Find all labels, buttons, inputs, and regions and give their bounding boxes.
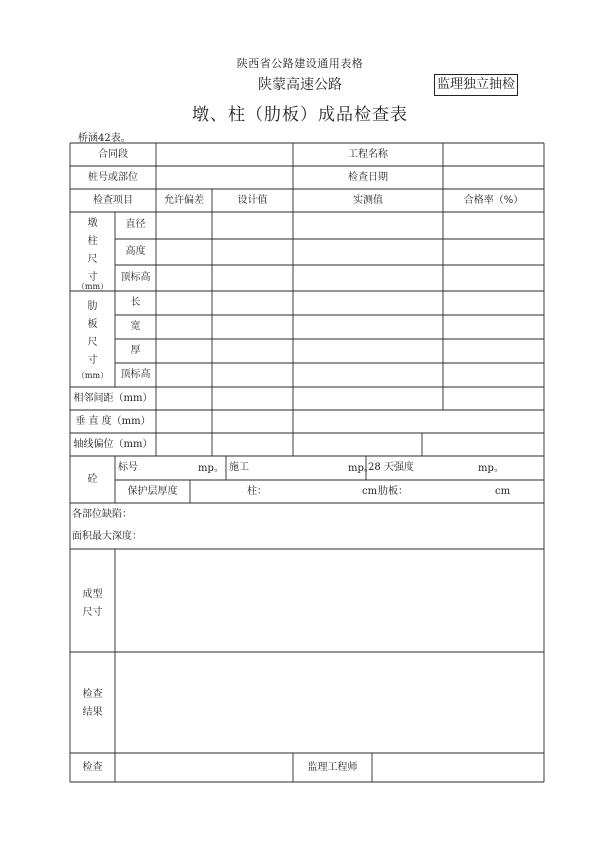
check-result-label: 检查 结果 bbox=[82, 689, 103, 718]
strength-28d-label: 28 天强度 bbox=[368, 462, 414, 473]
rib-top-elevation-label: 顶标高 bbox=[120, 369, 151, 380]
defects-label: 各部位缺陷： bbox=[72, 509, 132, 520]
shaped-size-field[interactable] bbox=[115, 549, 544, 652]
verticality-label: 垂 直 度（mm） bbox=[75, 416, 151, 427]
inspection-date-field[interactable] bbox=[443, 166, 544, 189]
max-area-depth-label: 面积最大深度： bbox=[72, 531, 142, 542]
pier-top-elevation-label: 顶标高 bbox=[120, 272, 151, 283]
contract-section-field[interactable] bbox=[156, 143, 293, 166]
col-design-header: 设计值 bbox=[237, 195, 268, 206]
axis-offset-label: 轴线偏位（mm） bbox=[73, 439, 153, 450]
construction-unit: mp。 bbox=[348, 463, 374, 474]
rib-size-group-label: 肋 板 尺 寸 bbox=[87, 301, 98, 366]
project-name-label: 工程名称 bbox=[348, 149, 388, 160]
supervisor-label: 监理工程师 bbox=[307, 762, 358, 773]
form-number: 桥涵42表。 bbox=[78, 133, 131, 144]
project-name-field[interactable] bbox=[443, 143, 544, 166]
rib-cover-label: 肋板： bbox=[378, 486, 408, 497]
rib-thickness-label: 厚 bbox=[130, 345, 141, 356]
check-result-field[interactable] bbox=[115, 652, 544, 753]
rib-cover-unit: cm bbox=[495, 486, 511, 497]
grade-label: 标号 bbox=[118, 462, 138, 473]
adjacent-spacing-label: 相邻间距（mm） bbox=[73, 393, 153, 404]
rib-unit-label: （mm） bbox=[76, 371, 109, 380]
col-measured-header: 实测值 bbox=[353, 195, 383, 206]
shaped-size-label: 成型 尺寸 bbox=[82, 589, 103, 618]
grade-unit: mp。 bbox=[198, 463, 224, 474]
independent-check-badge: 监理独立抽检 bbox=[434, 74, 518, 96]
column-cover-unit: cm bbox=[362, 486, 378, 497]
concrete-label: 砼 bbox=[87, 474, 98, 485]
col-item-header: 检查项目 bbox=[93, 195, 133, 206]
supervisor-signature-field[interactable] bbox=[372, 753, 544, 782]
col-pass-rate-header: 合格率（%） bbox=[463, 195, 524, 206]
cover-thickness-label: 保护层厚度 bbox=[127, 486, 178, 497]
page-title: 墩、柱（肋板）成品检查表 bbox=[192, 105, 408, 125]
construction-label: 施工 bbox=[229, 462, 249, 473]
pier-unit-label: （mm） bbox=[76, 282, 109, 291]
rib-length-label: 长 bbox=[130, 297, 141, 308]
station-part-label: 桩号或部位 bbox=[88, 172, 138, 183]
pier-diameter-label: 直径 bbox=[125, 219, 146, 230]
inspection-date-label: 检查日期 bbox=[348, 172, 388, 183]
contract-section-label: 合同段 bbox=[98, 149, 128, 160]
form-source-line: 陕西省公路建设通用表格 bbox=[236, 57, 364, 70]
check-label: 检查 bbox=[82, 762, 103, 773]
strength-28d-unit: mp。 bbox=[478, 463, 504, 474]
column-cover-label: 柱： bbox=[247, 486, 267, 497]
pier-size-group-label: 墩 柱 尺 寸 bbox=[87, 218, 98, 283]
check-signature-field[interactable] bbox=[115, 753, 293, 782]
rib-width-label: 宽 bbox=[130, 321, 141, 332]
col-tolerance-header: 允许偏差 bbox=[164, 195, 204, 206]
project-name: 陕蒙高速公路 bbox=[258, 77, 342, 93]
station-part-field[interactable] bbox=[156, 166, 293, 189]
pier-height-label: 高度 bbox=[125, 246, 146, 257]
